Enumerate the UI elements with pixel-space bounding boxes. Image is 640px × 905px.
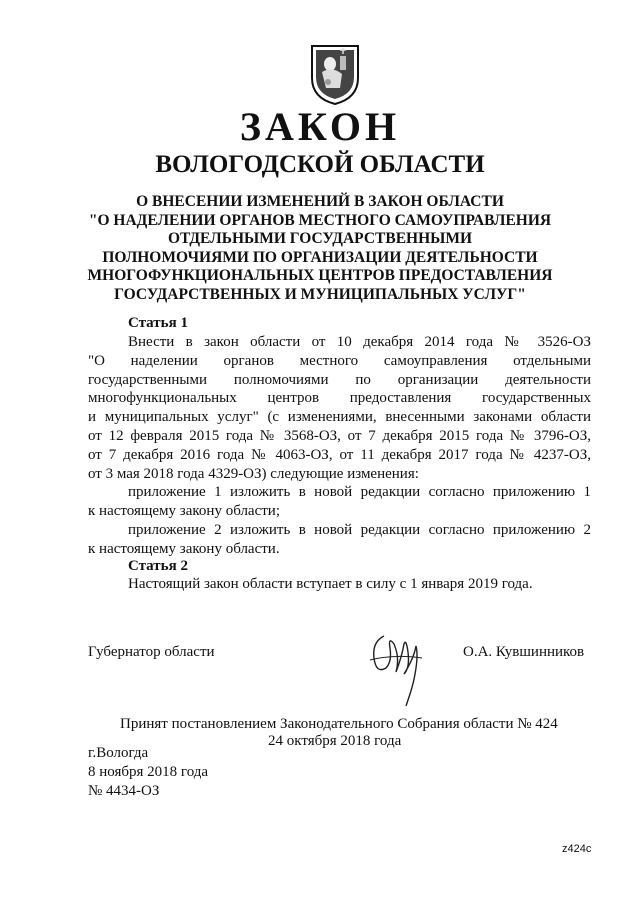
article-1-item-1: приложение 1 изложить в новой редакции согласно приложению 1 [128,484,591,501]
article-1-item-1-cont: к настоящему закону области; [88,503,280,520]
article-1-line: государственными полномочиями по организации деятельности [88,371,591,388]
handwritten-signature-icon [364,628,434,708]
document-code: z424c [562,843,592,855]
law-subject [0,193,640,305]
subject-line: ГОСУДАРСТВЕННЫХ И МУНИЦИПАЛЬНЫХ УСЛУГ" [114,285,526,303]
article-1-line: от 7 декабря 2016 года № 4063-ОЗ, от 11 декабря 2017 года № 4237-ОЗ, [88,446,591,463]
document-region: ВОЛОГОДСКОЙ ОБЛАСТИ [155,151,485,178]
subject-line: МНОГОФУНКЦИОНАЛЬНЫХ ЦЕНТРОВ ПРЕДОСТАВЛЕНИЯ [87,267,553,285]
article-1-line: от 3 мая 2018 года 4329-ОЗ) следующие изменения: [88,465,419,482]
subject-line: ПОЛНОМОЧИЯМИ ПО ОРГАНИЗАЦИИ ДЕЯТЕЛЬНОСТИ [102,248,538,266]
signatory-name: О.А. Кувшинников [463,644,585,660]
signatory-position: Губернатор области [88,644,215,660]
article-1-body [88,333,591,559]
article-1-line: от 12 февраля 2015 года № 3568-ОЗ, от 7 декабря 2015 года № 3796-ОЗ, [88,427,591,444]
article-1-item-2: приложение 2 изложить в новой редакции согласно приложению 2 [128,521,591,538]
article-1-line: Внести в закон области от 10 декабря 2014 года № 3526-ОЗ [128,334,591,350]
place-date-block [88,744,208,801]
subject-line: "О НАДЕЛЕНИИ ОРГАНОВ МЕСТНОГО САМОУПРАВЛЕНИЯ [88,211,552,229]
city: г.Вологда [88,745,149,761]
document-title: ЗАКОН [239,104,401,149]
signing-date: 8 ноября 2018 года [88,764,209,780]
article-1-line: и муниципальных услуг" (с изменениями, внесенными законами области [88,409,591,426]
article-2-heading: Статья 2 [128,558,188,574]
subject-line: О ВНЕСЕНИИ ИЗМЕНЕНИЙ В ЗАКОН ОБЛАСТИ [136,193,504,210]
article-2-text: Настоящий закон области вступает в силу с 1 января 2019 года. [128,576,533,592]
law-number: № 4434-ОЗ [88,783,160,799]
article-1-line: "О наделении органов местного самоуправления отдельными [88,352,591,369]
adoption-date: 24 октября 2018 года [268,733,402,749]
subject-line: ОТДЕЛЬНЫМИ ГОСУДАРСТВЕННЫМИ [167,230,473,248]
article-1-line: многофункциональных центров предоставления государственных [88,390,591,407]
vologda-coat-of-arms-icon [306,42,364,106]
article-1-item-2-cont: к настоящему закону области. [88,540,280,557]
adoption-line: Принят постановлением Законодательного Собрания области № 424 [120,716,558,732]
article-1-heading: Статья 1 [128,315,188,331]
